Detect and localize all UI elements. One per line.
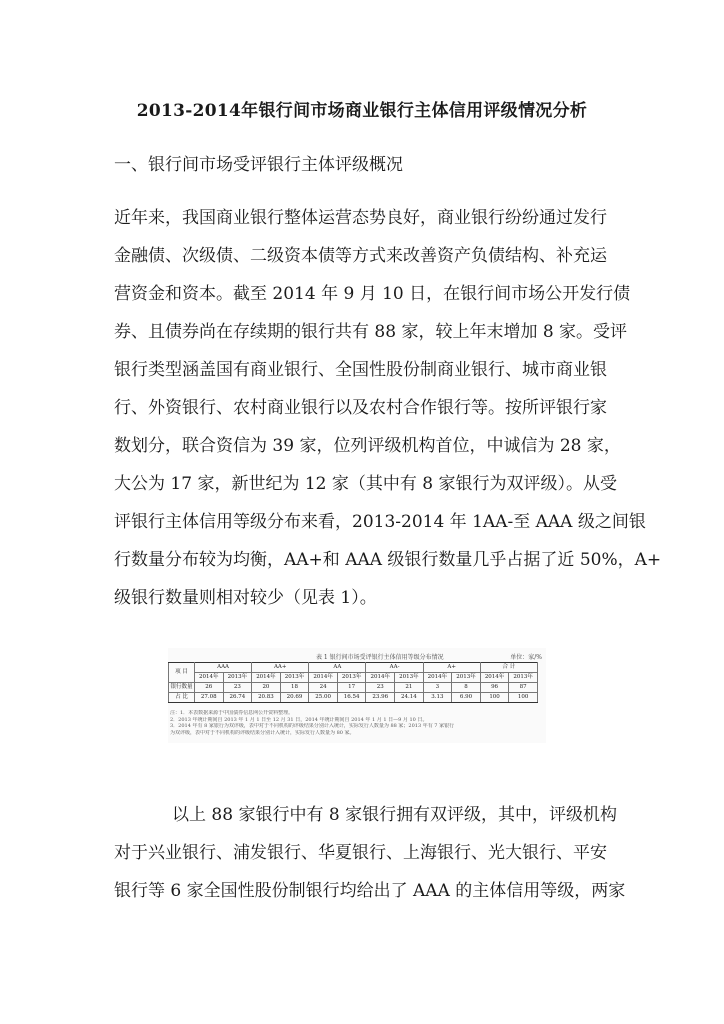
table-cell: 26.74 [223, 693, 252, 703]
table-cell: 25.00 [309, 693, 338, 703]
table-cell: 96 [480, 683, 509, 693]
rating-table [168, 662, 538, 703]
table-year-cell: 2013年 [223, 673, 252, 683]
table-cell: 100 [509, 693, 538, 703]
table-year-cell: 2013年 [395, 673, 424, 683]
table-year-row [169, 673, 538, 683]
table-cell: 3.13 [423, 693, 452, 703]
table-row-label: 占 比 [169, 693, 195, 703]
paragraph-line: 券、且债券尚在存续期的银行共有 88 家，较上年末增加 8 家。受评 [114, 322, 628, 342]
table-cell: 3 [423, 683, 452, 693]
table-note: 为双评级，表中对于不同机构的评级结果分别计入统计，实际发行人数量为 80 家。 [170, 729, 355, 736]
table-group-header: AA [309, 663, 366, 673]
table-cell: 27.08 [195, 693, 224, 703]
rating-distribution-table-image [168, 648, 546, 743]
table-notes [170, 710, 542, 736]
paragraph-line: 行、外资银行、农村商业银行以及农村合作银行等。按所评银行家 [114, 398, 607, 418]
table-cell: 8 [452, 683, 481, 693]
table-caption: 表 1 银行间市场受评银行主体信用等级分布情况 [316, 654, 444, 661]
table-year-cell: 2014年 [480, 673, 509, 683]
paragraph-line: 近年来，我国商业银行整体运营态势良好，商业银行纷纷通过发行 [114, 208, 607, 228]
paragraph-line: 数划分，联合资信为 39 家，位列评级机构首位，中诚信为 28 家， [114, 436, 621, 456]
table-group-header: AA+ [252, 663, 309, 673]
paragraph-line: 行数量分布较为均衡，AA+和 AAA 级银行数量几乎占据了近 50%，A+ [114, 550, 662, 570]
table-cell: 23.96 [366, 693, 395, 703]
paragraph-line: 评银行主体信用等级分布来看，2013-2014 年 1AA-至 AAA 级之间银 [114, 512, 646, 532]
paragraph-1 [114, 199, 662, 617]
paragraph-line: 对于兴业银行、浦发银行、华夏银行、上海银行、光大银行、平安 [114, 843, 607, 863]
table-cell: 21 [395, 683, 424, 693]
table-cell: 23 [223, 683, 252, 693]
table-header-item: 项 目 [169, 663, 195, 683]
page-title: 2013-2014年银行间市场商业银行主体信用评级情况分析 [136, 101, 588, 121]
table-year-cell: 2014年 [309, 673, 338, 683]
table-row-label: 银行数量 [169, 683, 195, 693]
table-note: 注：1．本表数据来源于中国债券信息网公开资料整理。 [170, 710, 294, 716]
table-cell: 16.54 [337, 693, 366, 703]
table-cell: 20.69 [280, 693, 309, 703]
table-year-cell: 2014年 [252, 673, 281, 683]
table-cell: 20 [252, 683, 281, 693]
table-note: 2．2013 年统计期间自 2013 年 1 月 1 日至 12 月 31 日，2014 年统计期间自 2014 年 1 月 1 日—9 月 10 日。 [170, 716, 428, 723]
paragraph-2 [114, 796, 626, 910]
table-cell: 24.14 [395, 693, 424, 703]
paragraph-line: 金融债、次级债、二级资本债等方式来改善资产负债结构、补充运 [114, 246, 607, 266]
table-unit: 单位：家/% [510, 654, 542, 661]
table-row-count [169, 683, 538, 693]
table-cell: 23 [366, 683, 395, 693]
table-header-row [169, 663, 538, 673]
table-year-cell: 2013年 [452, 673, 481, 683]
table-cell: 20.83 [252, 693, 281, 703]
section-heading: 一、银行间市场受评银行主体评级概况 [114, 155, 403, 175]
paragraph-line: 营资金和资本。截至 2014 年 9 月 10 日，在银行间市场公开发行债 [114, 284, 631, 304]
paragraph-line: 以上 88 家银行中有 8 家银行拥有双评级，其中，评级机构 [172, 805, 618, 825]
paragraph-line: 银行类型涵盖国有商业银行、全国性股份制商业银行、城市商业银 [114, 360, 607, 380]
table-cell: 6.90 [452, 693, 481, 703]
table-cell: 26 [195, 683, 224, 693]
table-group-header: AAA [195, 663, 252, 673]
table-cell: 17 [337, 683, 366, 693]
table-year-cell: 2014年 [366, 673, 395, 683]
table-year-cell: 2013年 [509, 673, 538, 683]
table-caption-row [168, 648, 546, 662]
paragraph-line: 级银行数量则相对较少（见表 1）。 [114, 588, 377, 608]
table-year-cell: 2013年 [337, 673, 366, 683]
table-group-header: AA- [366, 663, 423, 673]
paragraph-line: 大公为 17 家，新世纪为 12 家（其中有 8 家银行为双评级）。从受 [114, 474, 618, 494]
table-cell: 24 [309, 683, 338, 693]
table-group-header: 合 计 [480, 663, 537, 673]
paragraph-line: 银行等 6 家全国性股份制银行均给出了 AAA 的主体信用等级，两家 [114, 881, 626, 901]
table-year-cell: 2014年 [423, 673, 452, 683]
table-cell: 87 [509, 683, 538, 693]
table-note: 3．2014 年有 8 家银行为双评级，表中对于不同机构的评级结果分别计入统计，实际发行人数量为 88 家；2013 年有 7 家银行 [170, 723, 455, 730]
table-group-header: A+ [423, 663, 480, 673]
table-cell: 100 [480, 693, 509, 703]
table-cell: 18 [280, 683, 309, 693]
table-year-cell: 2013年 [280, 673, 309, 683]
table-year-cell: 2014年 [195, 673, 224, 683]
table-row-percent [169, 693, 538, 703]
